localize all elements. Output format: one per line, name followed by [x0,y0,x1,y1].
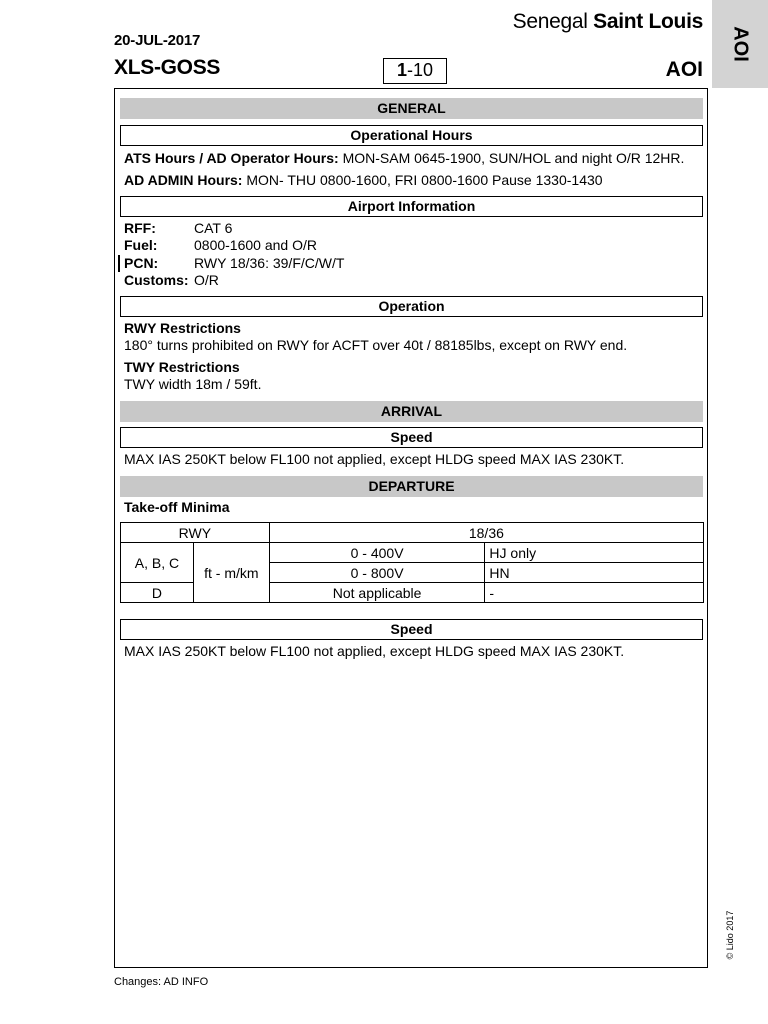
pcn-label: PCN: [124,255,159,271]
chart-date: 20-JUL-2017 [114,32,201,49]
page-number [383,58,447,84]
subsection-airport-information: Airport Information [120,196,703,217]
change-bar [118,255,120,272]
table-row [121,523,704,543]
subsection-operation: Operation [120,296,703,317]
unit-cell: ft - m/km [193,543,269,603]
rwy-header: RWY [121,523,270,543]
category-abc: A, B, C [121,543,194,583]
rwy-restrictions-title: RWY Restrictions [124,320,241,336]
section-code: AOI [665,58,703,81]
city-name: Saint Louis [593,10,703,33]
section-departure: DEPARTURE [120,476,703,497]
page-major: 1 [396,60,407,80]
minima-value-3: Not applicable [269,583,485,603]
minima-note-3: - [485,583,704,603]
rwy-restrictions-text: 180° turns prohibited on RWY for ACFT over 40t / 88185lbs, except on RWY end. [124,337,628,353]
subsection-departure-speed: Speed [120,619,703,640]
section-general: GENERAL [120,98,703,119]
copyright [710,905,750,965]
subsection-operational-hours: Operational Hours [120,125,703,146]
page-minor: -10 [407,60,434,80]
rff-label: RFF: [124,220,156,236]
customs-label: Customs: [124,272,189,288]
departure-speed-text: MAX IAS 250KT below FL100 not applied, except HLDG speed MAX IAS 230KT. [124,643,625,659]
category-d: D [121,583,194,603]
table-row [121,543,704,563]
rwy-value: 18/36 [269,523,703,543]
rff-value: CAT 6 [194,220,233,236]
fuel-label: Fuel: [124,237,158,253]
twy-restrictions-text: TWY width 18m / 59ft. [124,376,262,392]
side-tab [712,0,768,88]
pcn-value: RWY 18/36: 39/F/C/W/T [194,255,345,271]
customs-value: O/R [194,272,219,288]
country-name: Senegal [512,10,588,33]
minima-note-1: HJ only [485,543,704,563]
airport-code: XLS-GOSS [114,56,221,79]
admin-hours-line [124,172,603,188]
changes-note: Changes: AD INFO [114,976,209,988]
fuel-value: 0800-1600 and O/R [194,237,317,253]
minima-note-2: HN [485,563,704,583]
copyright-text: © Lido 2017 [725,910,735,960]
admin-hours-label: AD ADMIN Hours: [124,172,243,188]
admin-hours-value: MON- THU 0800-1600, FRI 0800-1600 Pause 1330-1430 [242,172,603,188]
location-title [513,10,703,34]
side-tab-label: AOI [729,26,752,62]
takeoff-minima-title: Take-off Minima [124,499,230,515]
minima-value-1: 0 - 400V [269,543,485,563]
ats-hours-value: MON-SAM 0645-1900, SUN/HOL and night O/R 12HR. [338,150,685,166]
ats-hours-line [124,150,684,166]
section-arrival: ARRIVAL [120,401,703,422]
subsection-arrival-speed: Speed [120,427,703,448]
arrival-speed-text: MAX IAS 250KT below FL100 not applied, except HLDG speed MAX IAS 230KT. [124,451,625,467]
ats-hours-label: ATS Hours / AD Operator Hours: [124,150,339,166]
twy-restrictions-title: TWY Restrictions [124,359,240,375]
minima-value-2: 0 - 800V [269,563,485,583]
takeoff-minima-table [120,522,704,603]
